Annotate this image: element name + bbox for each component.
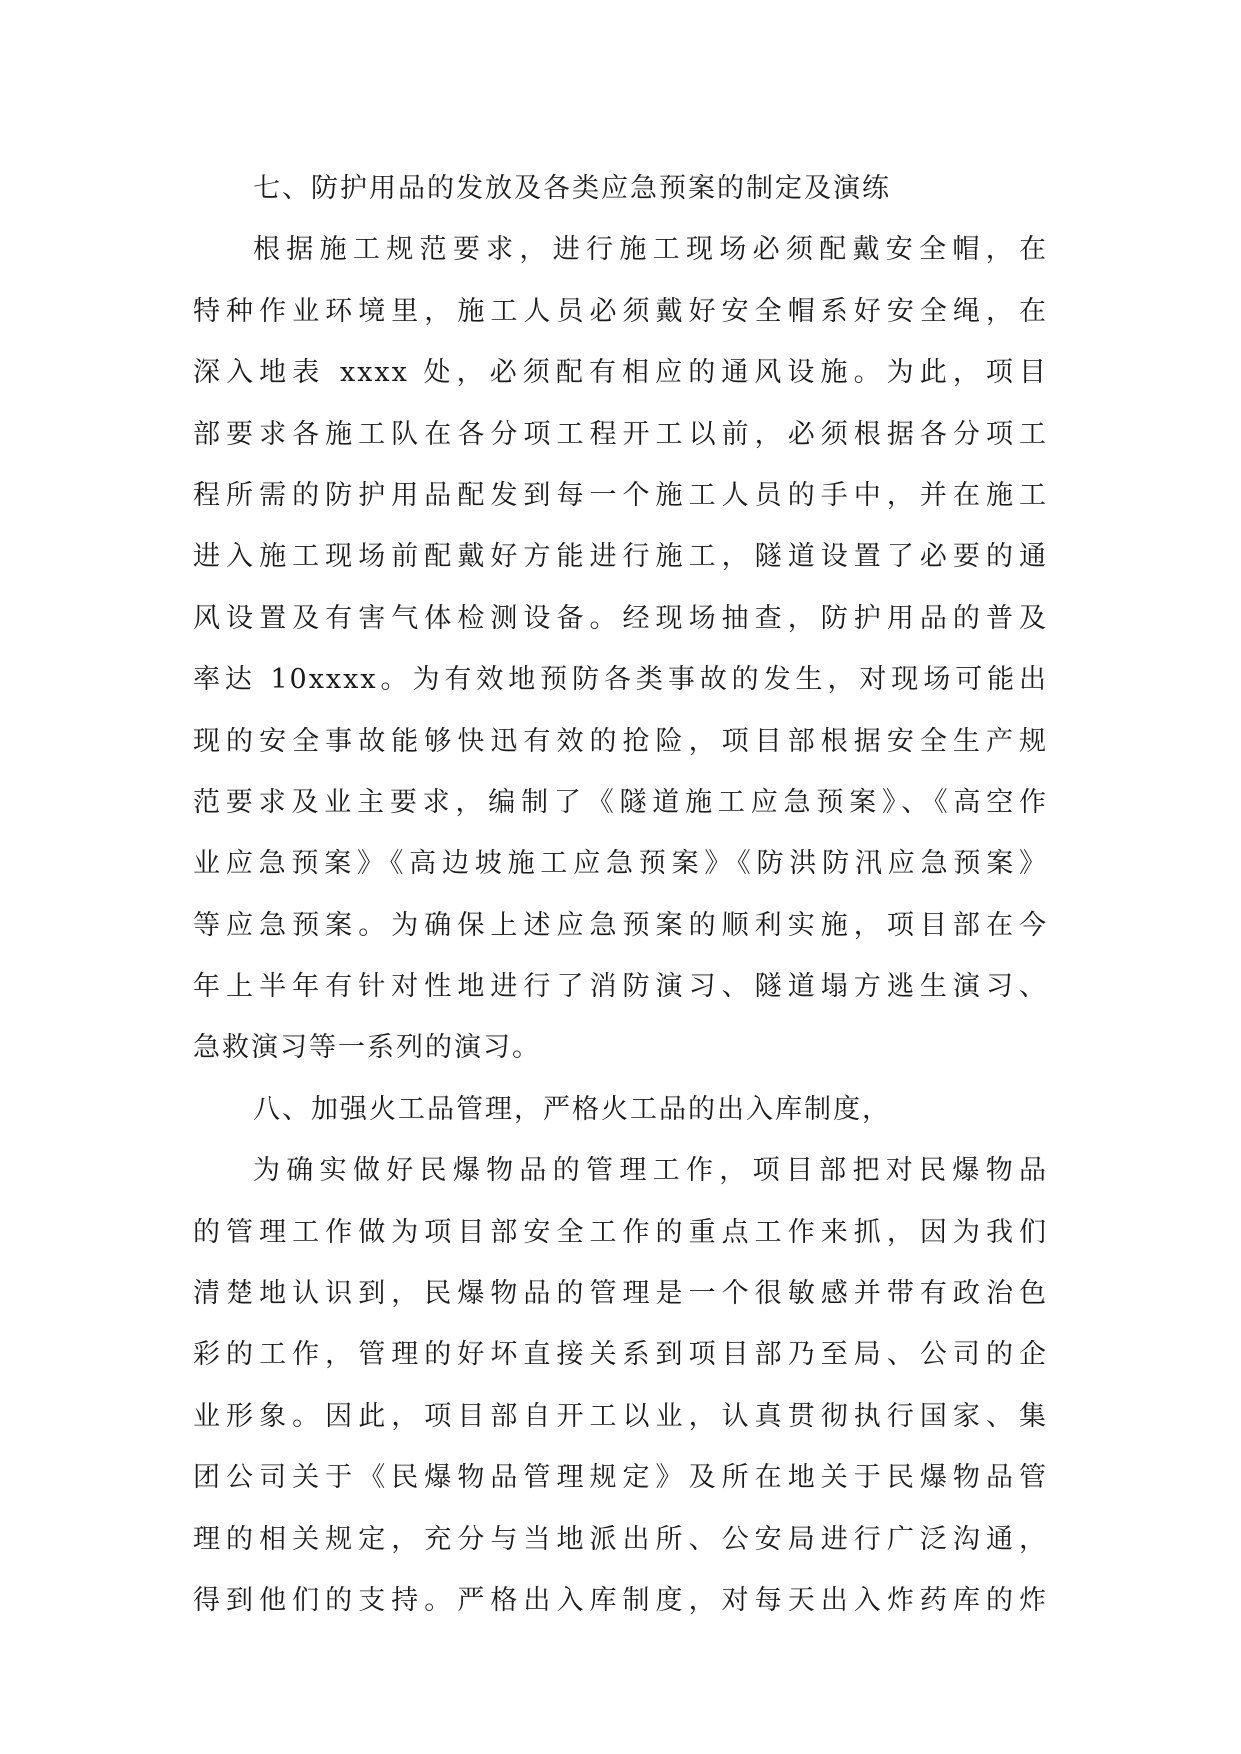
paragraph-line: 年上半年有针对性地进行了消防演习、隧道塌方逃生演习、 [193,971,1048,1003]
paragraph-line: 进入施工现场前配戴好方能进行施工，隧道设置了必要的通 [193,541,1048,573]
paragraph-line: 清楚地认识到，民爆物品的管理是一个很敏感并带有政治色 [193,1278,1048,1310]
paragraph-line: 业应急预案》《高边坡施工应急预案》《防洪防汛应急预案》 [193,848,1048,880]
section-8-heading: 八、加强火工品管理，严格火工品的出入库制度， [253,1093,891,1125]
paragraph-line: 等应急预案。为确保上述应急预案的顺利实施，项目部在今 [193,909,1048,941]
paragraph-line: 特种作业环境里，施工人员必须戴好安全帽系好安全绳，在 [193,295,1048,327]
paragraph-line: 率达 10xxxx。为有效地预防各类事故的发生，对现场可能出 [193,664,1048,696]
paragraph-line: 理的相关规定，充分与当地派出所、公安局进行广泛沟通， [193,1523,1048,1555]
paragraph-line: 现的安全事故能够快迅有效的抢险，项目部根据安全生产规 [193,725,1048,757]
paragraph-line: 业形象。因此，项目部自开工以业，认真贯彻执行国家、集 [193,1400,1048,1432]
document-body [193,158,1048,1631]
paragraph-line: 深入地表 xxxx 处，必须配有相应的通风设施。为此，项目 [193,357,1048,389]
paragraph-line: 为确实做好民爆物品的管理工作，项目部把对民爆物品 [253,1155,1048,1187]
paragraph-line: 范要求及业主要求，编制了《隧道施工应急预案》、《高空作 [193,786,1048,818]
paragraph-line: 的管理工作做为项目部安全工作的重点工作来抓，因为我们 [193,1216,1048,1248]
paragraph-line: 团公司关于《民爆物品管理规定》及所在地关于民爆物品管 [193,1462,1048,1494]
paragraph-line: 程所需的防护用品配发到每一个施工人员的手中，并在施工 [193,479,1048,511]
paragraph-line: 部要求各施工队在各分项工程开工以前，必须根据各分项工 [193,418,1048,450]
paragraph-line: 急救演习等一系列的演习。 [193,1032,541,1064]
paragraph-line: 得到他们的支持。严格出入库制度，对每天出入炸药库的炸 [193,1584,1048,1616]
paragraph-line: 根据施工规范要求，进行施工现场必须配戴安全帽，在 [253,234,1048,266]
paragraph-line: 彩的工作，管理的好坏直接关系到项目部乃至局、公司的企 [193,1339,1048,1371]
paragraph-line: 风设置及有害气体检测设备。经现场抽查，防护用品的普及 [193,602,1048,634]
section-7-heading: 七、防护用品的发放及各类应急预案的制定及演练 [253,173,891,204]
